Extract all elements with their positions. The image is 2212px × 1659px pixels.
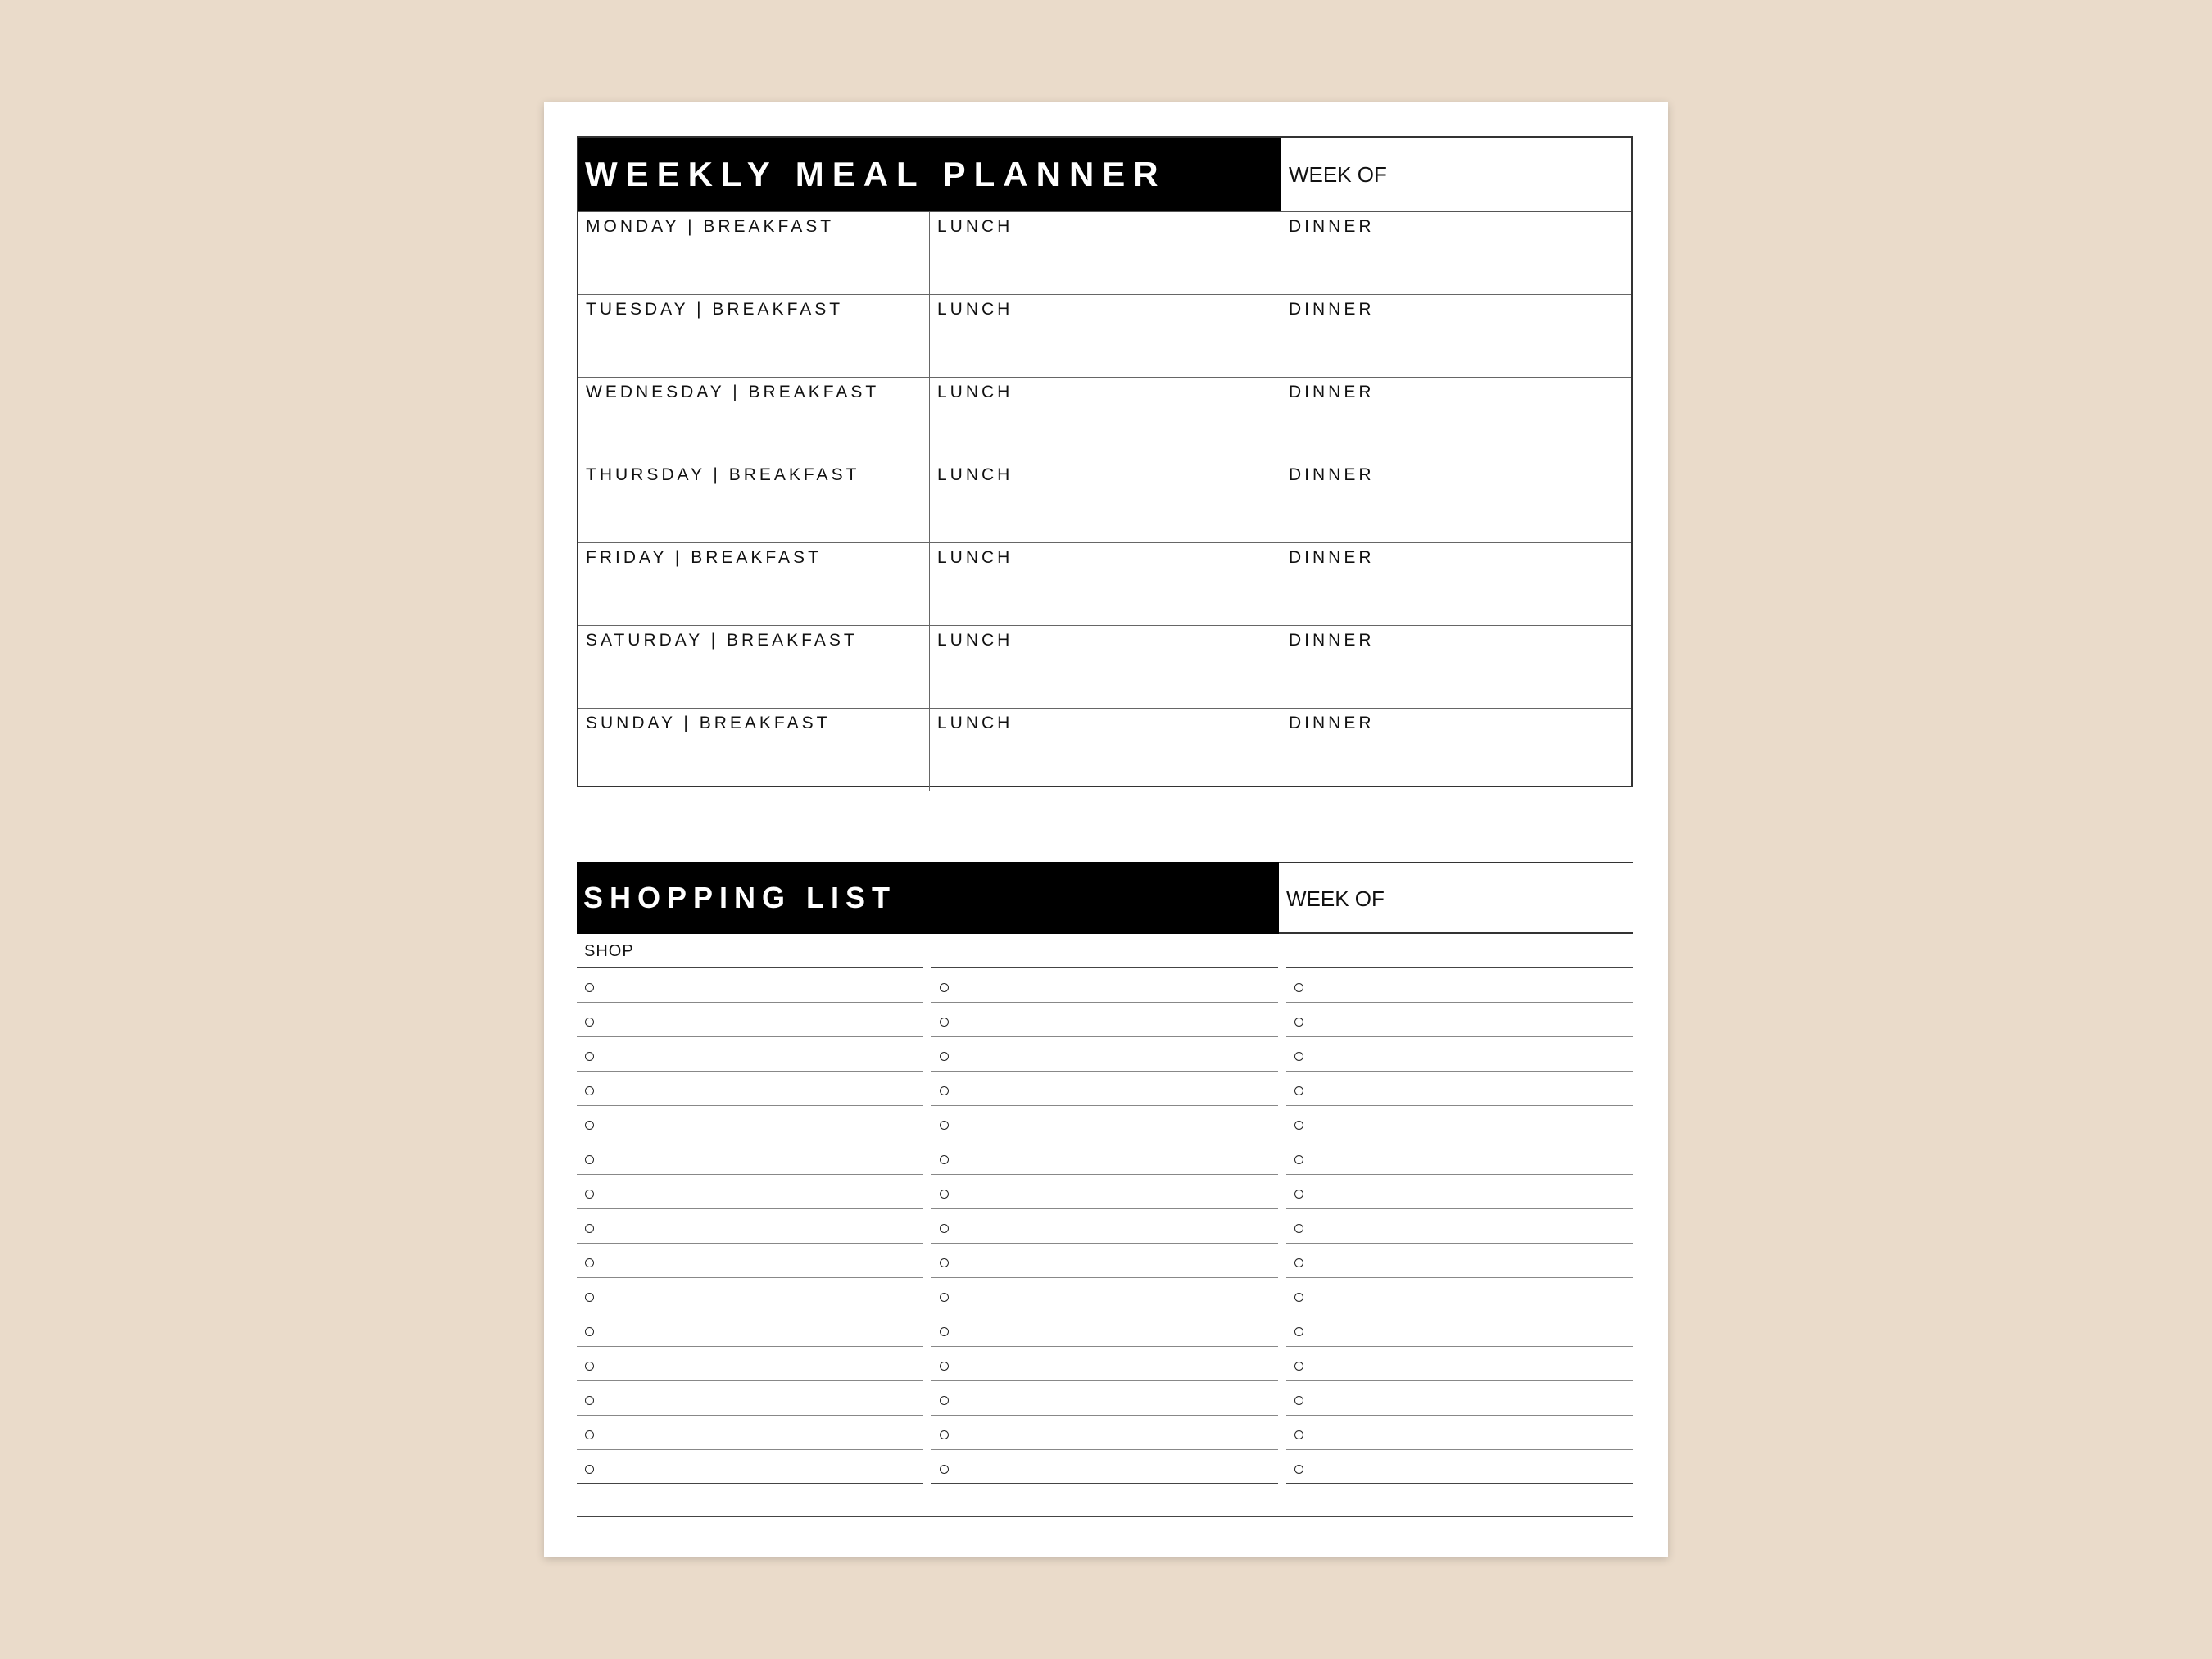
shopping-item-line[interactable] — [1286, 1106, 1633, 1140]
circle-checkbox-icon[interactable] — [940, 1293, 949, 1302]
circle-checkbox-icon[interactable] — [1294, 1190, 1303, 1199]
shop-header-blank — [1286, 934, 1633, 968]
circle-checkbox-icon[interactable] — [585, 1327, 594, 1336]
circle-checkbox-icon[interactable] — [1294, 1052, 1303, 1061]
circle-checkbox-icon[interactable] — [1294, 1258, 1303, 1267]
shopping-item-line[interactable] — [1286, 1072, 1633, 1106]
circle-checkbox-icon[interactable] — [1294, 1465, 1303, 1474]
breakfast-cell[interactable]: THURSDAY | BREAKFAST — [578, 460, 930, 542]
circle-checkbox-icon[interactable] — [940, 983, 949, 992]
shopping-item-line[interactable] — [931, 1106, 1278, 1140]
breakfast-cell[interactable]: MONDAY | BREAKFAST — [578, 212, 930, 294]
circle-checkbox-icon[interactable] — [940, 1155, 949, 1164]
circle-checkbox-icon[interactable] — [1294, 1396, 1303, 1405]
circle-checkbox-icon[interactable] — [940, 1052, 949, 1061]
shopping-item-line[interactable] — [577, 1140, 923, 1175]
shopping-item-line[interactable] — [931, 1278, 1278, 1312]
dinner-cell[interactable]: DINNER — [1289, 631, 1375, 650]
lunch-cell[interactable]: LUNCH — [930, 212, 1281, 294]
shopping-item-line[interactable] — [1286, 1037, 1633, 1072]
lunch-cell[interactable]: LUNCH — [930, 709, 1281, 791]
shopping-item-line[interactable] — [1286, 1140, 1633, 1175]
circle-checkbox-icon[interactable] — [585, 1396, 594, 1405]
shopping-item-line[interactable] — [577, 1381, 923, 1416]
shopping-item-line[interactable] — [1286, 1244, 1633, 1278]
circle-checkbox-icon[interactable] — [585, 1086, 594, 1095]
shopping-item-line[interactable] — [577, 1312, 923, 1347]
day-row — [578, 543, 1631, 626]
circle-checkbox-icon[interactable] — [1294, 1293, 1303, 1302]
circle-checkbox-icon[interactable] — [940, 1396, 949, 1405]
day-row — [578, 212, 1631, 295]
shopping-item-line[interactable] — [931, 1140, 1278, 1175]
shopping-item-line[interactable] — [1286, 1312, 1633, 1347]
shopping-item-line[interactable] — [577, 1106, 923, 1140]
shopping-item-line[interactable] — [1286, 1450, 1633, 1484]
dinner-cell[interactable]: DINNER — [1289, 300, 1375, 319]
circle-checkbox-icon[interactable] — [585, 1293, 594, 1302]
shopping-item-line[interactable] — [577, 1347, 923, 1381]
shopping-item-line[interactable] — [931, 1209, 1278, 1244]
shopping-item-line[interactable] — [1286, 1175, 1633, 1209]
shopping-list-title: SHOPPING LIST — [577, 862, 1279, 934]
circle-checkbox-icon[interactable] — [585, 1258, 594, 1267]
shop-header-blank — [931, 934, 1278, 968]
circle-checkbox-icon[interactable] — [1294, 1362, 1303, 1371]
breakfast-cell[interactable]: WEDNESDAY | BREAKFAST — [578, 378, 930, 460]
circle-checkbox-icon[interactable] — [1294, 1121, 1303, 1130]
dinner-cell[interactable]: DINNER — [1289, 548, 1375, 567]
lunch-cell[interactable]: LUNCH — [930, 378, 1281, 460]
circle-checkbox-icon[interactable] — [1294, 1224, 1303, 1233]
shopping-item-line[interactable] — [931, 1347, 1278, 1381]
shopping-item-line[interactable] — [1286, 1347, 1633, 1381]
shopping-item-line[interactable] — [1286, 1003, 1633, 1037]
circle-checkbox-icon[interactable] — [940, 1224, 949, 1233]
shopping-column — [577, 934, 923, 1484]
circle-checkbox-icon[interactable] — [585, 1430, 594, 1439]
shopping-item-line[interactable] — [577, 1037, 923, 1072]
shopping-bottom-divider — [577, 1516, 1633, 1517]
shop-label: SHOP — [577, 934, 923, 968]
day-row — [578, 295, 1631, 378]
dinner-cell[interactable]: DINNER — [1289, 714, 1375, 732]
planner-title: WEEKLY MEAL PLANNER — [578, 138, 1281, 211]
shopping-week-of-field[interactable]: WEEK OF — [1279, 863, 1633, 934]
shopping-column — [1286, 934, 1633, 1484]
lunch-cell[interactable]: LUNCH — [930, 460, 1281, 542]
lunch-cell[interactable]: LUNCH — [930, 626, 1281, 708]
circle-checkbox-icon[interactable] — [1294, 1086, 1303, 1095]
shopping-list — [577, 862, 1633, 1517]
circle-checkbox-icon[interactable] — [940, 1258, 949, 1267]
shopping-item-line[interactable] — [931, 1175, 1278, 1209]
day-row — [578, 626, 1631, 709]
shopping-item-line[interactable] — [577, 1175, 923, 1209]
shopping-item-line[interactable] — [1286, 1278, 1633, 1312]
circle-checkbox-icon[interactable] — [940, 1465, 949, 1474]
dinner-cell[interactable]: DINNER — [1289, 465, 1375, 484]
circle-checkbox-icon[interactable] — [585, 1155, 594, 1164]
shopping-item-line[interactable] — [577, 1450, 923, 1484]
shopping-item-line[interactable] — [1286, 1209, 1633, 1244]
dinner-cell[interactable]: DINNER — [1289, 383, 1375, 401]
shopping-columns — [577, 934, 1633, 1484]
day-row — [578, 460, 1631, 543]
circle-checkbox-icon[interactable] — [940, 1086, 949, 1095]
circle-checkbox-icon[interactable] — [585, 1190, 594, 1199]
shopping-item-line[interactable] — [931, 1416, 1278, 1450]
breakfast-cell[interactable]: FRIDAY | BREAKFAST — [578, 543, 930, 625]
shopping-item-line[interactable] — [931, 1244, 1278, 1278]
circle-checkbox-icon[interactable] — [940, 1430, 949, 1439]
circle-checkbox-icon[interactable] — [585, 1052, 594, 1061]
lunch-cell[interactable]: LUNCH — [930, 295, 1281, 377]
shopping-item-line[interactable] — [931, 968, 1278, 1003]
shopping-item-line[interactable] — [931, 1037, 1278, 1072]
shopping-item-line[interactable] — [931, 1312, 1278, 1347]
breakfast-cell[interactable]: SATURDAY | BREAKFAST — [578, 626, 930, 708]
meal-planner-table — [577, 136, 1633, 787]
circle-checkbox-icon[interactable] — [1294, 1155, 1303, 1164]
shopping-item-line[interactable] — [577, 1416, 923, 1450]
circle-checkbox-icon[interactable] — [585, 983, 594, 992]
circle-checkbox-icon[interactable] — [1294, 1327, 1303, 1336]
circle-checkbox-icon[interactable] — [1294, 1018, 1303, 1027]
circle-checkbox-icon[interactable] — [940, 1018, 949, 1027]
breakfast-cell[interactable]: TUESDAY | BREAKFAST — [578, 295, 930, 377]
shopping-item-line[interactable] — [577, 1003, 923, 1037]
shopping-item-line[interactable] — [577, 1278, 923, 1312]
shopping-column — [931, 934, 1278, 1484]
shopping-item-line[interactable] — [931, 1450, 1278, 1484]
circle-checkbox-icon[interactable] — [940, 1327, 949, 1336]
circle-checkbox-icon[interactable] — [1294, 1430, 1303, 1439]
shopping-item-line[interactable] — [1286, 1381, 1633, 1416]
shopping-item-line[interactable] — [931, 1381, 1278, 1416]
shopping-item-line[interactable] — [577, 1244, 923, 1278]
circle-checkbox-icon[interactable] — [585, 1465, 594, 1474]
circle-checkbox-icon[interactable] — [585, 1362, 594, 1371]
circle-checkbox-icon[interactable] — [585, 1121, 594, 1130]
planner-week-of-field[interactable]: WEEK OF — [1281, 138, 1631, 211]
circle-checkbox-icon[interactable] — [585, 1224, 594, 1233]
shopping-item-line[interactable] — [577, 1209, 923, 1244]
circle-checkbox-icon[interactable] — [940, 1190, 949, 1199]
shopping-item-line[interactable] — [577, 1072, 923, 1106]
shopping-item-line[interactable] — [931, 1072, 1278, 1106]
day-row — [578, 709, 1631, 791]
planner-page — [544, 102, 1668, 1557]
circle-checkbox-icon[interactable] — [940, 1121, 949, 1130]
planner-rows — [578, 211, 1631, 786]
dinner-cell[interactable]: DINNER — [1289, 217, 1375, 236]
circle-checkbox-icon[interactable] — [585, 1018, 594, 1027]
circle-checkbox-icon[interactable] — [940, 1362, 949, 1371]
shopping-item-line[interactable] — [931, 1003, 1278, 1037]
circle-checkbox-icon[interactable] — [1294, 983, 1303, 992]
shopping-item-line[interactable] — [1286, 1416, 1633, 1450]
shopping-item-line[interactable] — [1286, 968, 1633, 1003]
shopping-item-line[interactable] — [577, 968, 923, 1003]
lunch-cell[interactable]: LUNCH — [930, 543, 1281, 625]
day-row — [578, 378, 1631, 460]
breakfast-cell[interactable]: SUNDAY | BREAKFAST — [578, 709, 930, 791]
